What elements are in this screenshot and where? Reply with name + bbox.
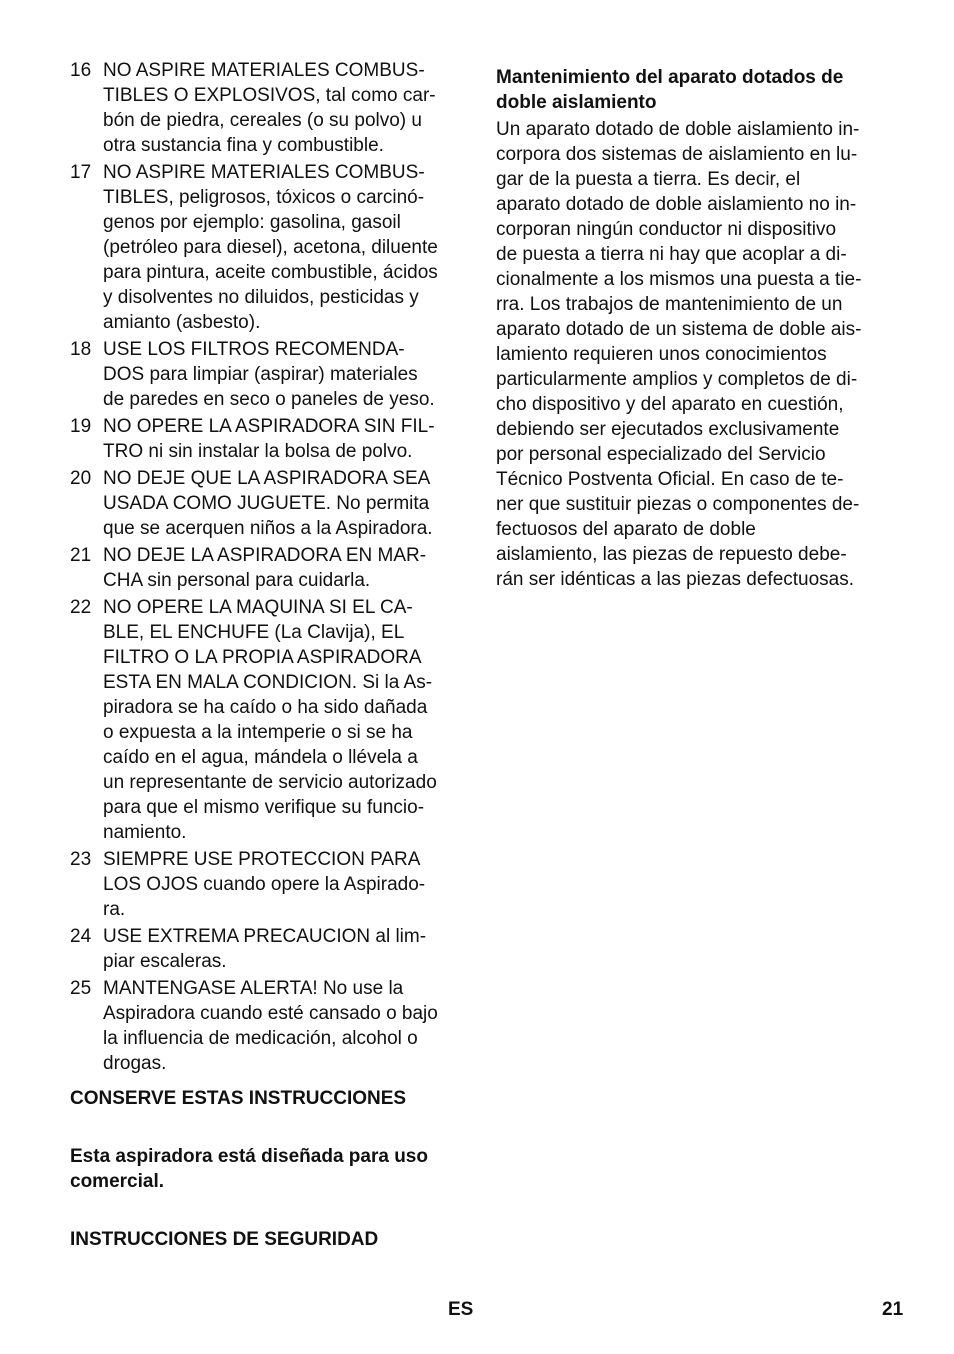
text-line: genos por ejemplo: gasolina, gasoil	[103, 212, 401, 233]
list-item-text	[103, 924, 460, 974]
list-item-text	[103, 847, 460, 922]
text-line: (petróleo para diesel), acetona, diluente	[103, 237, 438, 258]
text-line: rán ser idénticas a las piezas defectuosas.	[496, 569, 855, 590]
text-line: amianto (asbesto).	[103, 312, 261, 333]
text-line: corporan ningún conductor ni dispositivo	[496, 219, 837, 240]
text-line: DOS para limpiar (aspirar) materiales	[103, 364, 418, 385]
text-line: gar de la puesta a tierra. Es decir, el	[496, 169, 801, 190]
text-line: FILTRO O LA PROPIA ASPIRADORA	[103, 647, 422, 668]
text-line: aparato dotado de un sistema de doble ais-	[496, 319, 862, 340]
list-item	[70, 595, 460, 845]
text-line: USADA COMO JUGUETE. No permita	[103, 493, 430, 514]
text-line: SIEMPRE USE PROTECCION PARA	[103, 849, 421, 870]
list-item-text	[103, 595, 460, 845]
list-item	[70, 58, 460, 158]
text-line: USE LOS FILTROS RECOMENDA-	[103, 339, 405, 360]
text-line: bón de piedra, cereales (o su polvo) u	[103, 110, 422, 131]
text-line: rra. Los trabajos de mantenimiento de un	[496, 294, 843, 315]
text-line: aparato dotado de doble aislamiento no in-	[496, 194, 857, 215]
commercial-note	[70, 1144, 460, 1194]
text-line: cho dispositivo y del aparato en cuestión,	[496, 394, 844, 415]
safety-heading: INSTRUCCIONES DE SEGURIDAD	[70, 1229, 379, 1250]
text-line: TRO ni sin instalar la bolsa de polvo.	[103, 441, 413, 462]
safety-list	[70, 58, 460, 1076]
list-item-text	[103, 976, 460, 1076]
text-line: drogas.	[103, 1053, 167, 1074]
text-line: lamiento requieren unos conocimientos	[496, 344, 827, 365]
text-line: Técnico Postventa Oficial. En caso de te-	[496, 469, 844, 490]
text-line: debiendo ser ejecutados exclusivamente	[496, 419, 840, 440]
text-line: y disolventes no diluidos, pesticidas y	[103, 287, 419, 308]
list-item-number: 18	[70, 339, 92, 360]
text-line: MANTENGASE ALERTA! No use la	[103, 978, 404, 999]
text-line: la influencia de medicación, alcohol o	[103, 1028, 418, 1049]
text-line: Mantenimiento del aparato dotados de	[496, 67, 844, 88]
text-line: BLE, EL ENCHUFE (La Clavija), EL	[103, 622, 405, 643]
footer-language: ES	[448, 1299, 474, 1320]
text-line: o expuesta a la intemperie o si se ha	[103, 722, 413, 743]
text-line: que se acerquen niños a la Aspiradora.	[103, 518, 433, 539]
text-line: NO DEJE LA ASPIRADORA EN MAR-	[103, 545, 427, 566]
conserve-heading: CONSERVE ESTAS INSTRUCCIONES	[70, 1088, 407, 1109]
text-line: NO OPERE LA ASPIRADORA SIN FIL-	[103, 416, 435, 437]
list-item	[70, 466, 460, 541]
list-item	[70, 414, 460, 464]
text-line: Un aparato dotado de doble aislamiento in-	[496, 119, 860, 140]
text-line: corpora dos sistemas de aislamiento en lu-	[496, 144, 858, 165]
text-line: NO OPERE LA MAQUINA SI EL CA-	[103, 597, 413, 618]
list-item	[70, 337, 460, 412]
text-line: cionalmente a los mismos una puesta a tie-	[496, 269, 862, 290]
text-line: para pintura, aceite combustible, ácidos	[103, 262, 438, 283]
text-line: otra sustancia fina y combustible.	[103, 135, 384, 156]
text-line: piar escaleras.	[103, 951, 227, 972]
list-item-text	[103, 543, 460, 593]
text-line: namiento.	[103, 822, 187, 843]
list-item-number: 19	[70, 416, 92, 437]
list-item-number: 16	[70, 60, 92, 81]
maintenance-heading	[496, 65, 888, 115]
text-line: Aspiradora cuando esté cansado o bajo	[103, 1003, 438, 1024]
text-line: un representante de servicio autorizado	[103, 772, 437, 793]
text-line: NO ASPIRE MATERIALES COMBUS-	[103, 162, 425, 183]
list-item-number: 20	[70, 468, 92, 489]
text-line: CHA sin personal para cuidarla.	[103, 570, 371, 591]
list-item-number: 22	[70, 597, 92, 618]
list-item-number: 24	[70, 926, 92, 947]
list-item	[70, 847, 460, 922]
text-line: LOS OJOS cuando opere la Aspirado-	[103, 874, 426, 895]
text-line: piradora se ha caído o ha sido dañada	[103, 697, 428, 718]
list-item-text	[103, 160, 460, 335]
text-line: aislamiento, las piezas de repuesto debe-	[496, 544, 847, 565]
text-line: ESTA EN MALA CONDICION. Si la As-	[103, 672, 433, 693]
list-item	[70, 543, 460, 593]
text-line: ner que sustituir piezas o componentes de-	[496, 494, 860, 515]
list-item-text	[103, 414, 460, 464]
list-item-text	[103, 466, 460, 541]
left-column	[70, 58, 460, 1252]
text-line: ra.	[103, 899, 126, 920]
list-item-text	[103, 58, 460, 158]
text-line: de paredes en seco o paneles de yeso.	[103, 389, 435, 410]
text-line: caído en el agua, mándela o llévela a	[103, 747, 418, 768]
text-line: NO DEJE QUE LA ASPIRADORA SEA	[103, 468, 431, 489]
text-line: TIBLES, peligrosos, tóxicos o carcinó-	[103, 187, 425, 208]
list-item	[70, 924, 460, 974]
list-item-number: 25	[70, 978, 92, 999]
right-column	[496, 65, 888, 592]
text-line: fectuosos del aparato de doble	[496, 519, 756, 540]
text-line: NO ASPIRE MATERIALES COMBUS-	[103, 60, 425, 81]
text-line: para que el mismo verifique su funcio-	[103, 797, 425, 818]
list-item-number: 17	[70, 162, 92, 183]
text-line: de puesta a tierra ni hay que acoplar a di-	[496, 244, 847, 265]
list-item	[70, 976, 460, 1076]
maintenance-body	[496, 117, 888, 592]
text-line: por personal especializado del Servicio	[496, 444, 826, 465]
list-item-number: 23	[70, 849, 92, 870]
text-line: TIBLES O EXPLOSIVOS, tal como car-	[103, 85, 436, 106]
list-item-number: 21	[70, 545, 92, 566]
text-line: doble aislamiento	[496, 92, 657, 113]
text-line: Esta aspiradora está diseñada para uso	[70, 1146, 428, 1167]
footer-page-number: 21	[882, 1299, 904, 1320]
text-line: comercial.	[70, 1171, 164, 1192]
list-item-text	[103, 337, 460, 412]
text-line: particularmente amplios y completos de di-	[496, 369, 858, 390]
list-item	[70, 160, 460, 335]
text-line: USE EXTREMA PRECAUCION al lim-	[103, 926, 427, 947]
